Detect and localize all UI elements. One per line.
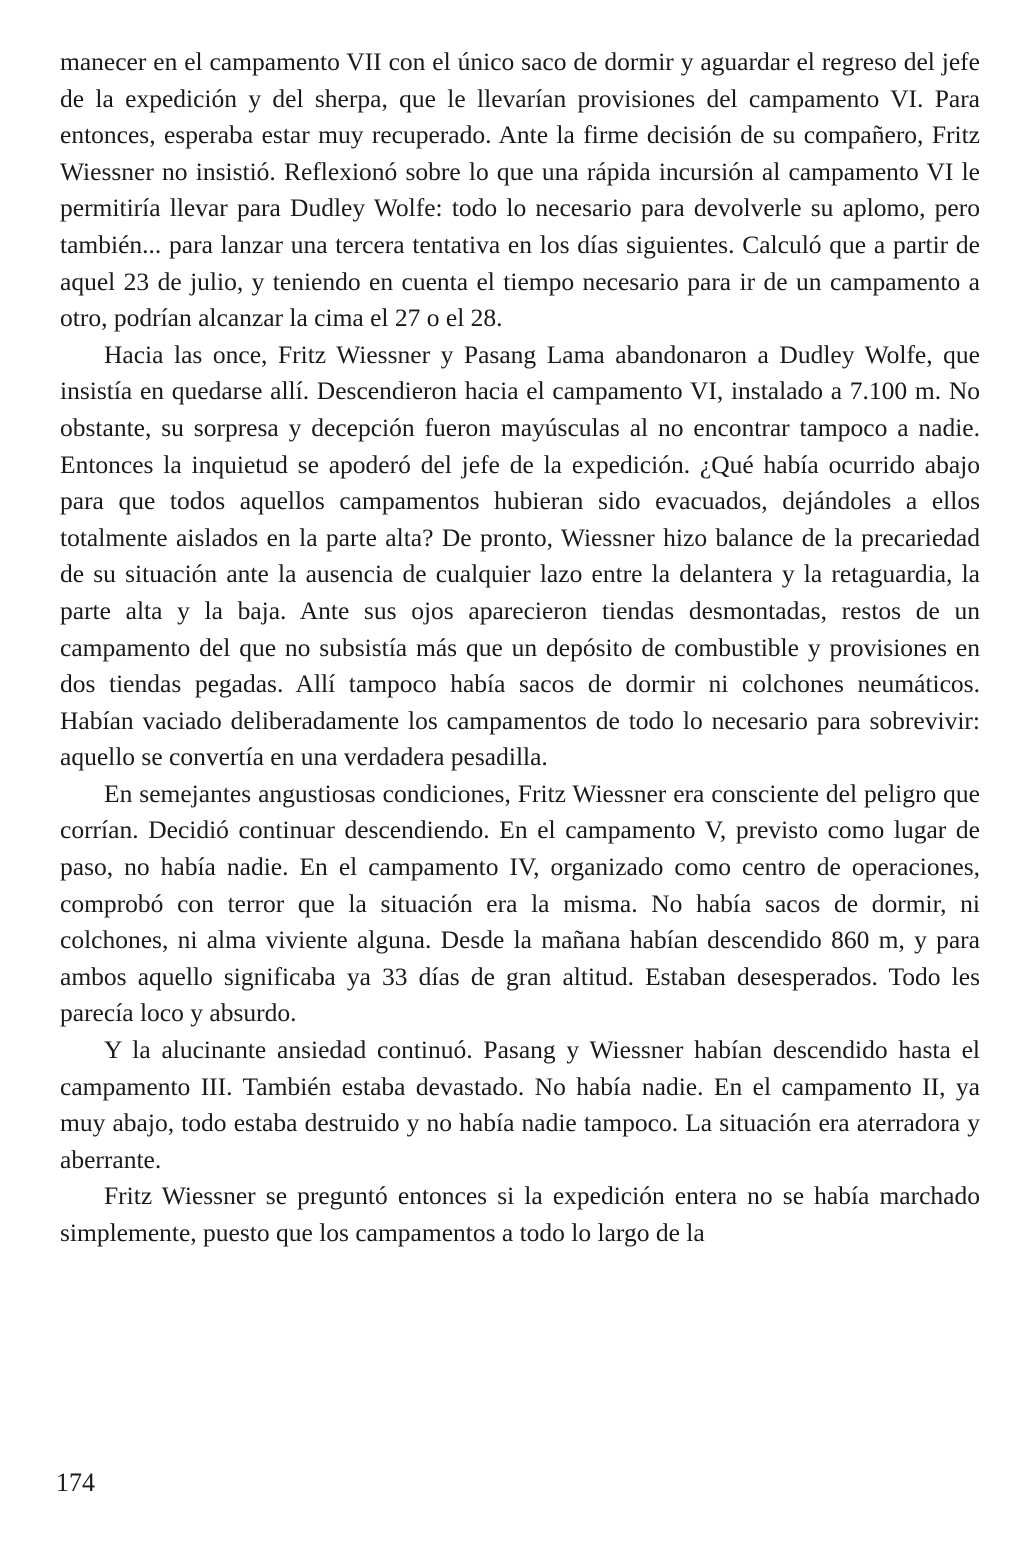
page-number: 174 — [56, 1468, 95, 1497]
paragraph-5: Fritz Wiessner se preguntó entonces si la expedición entera no se había marchado simplemente, puesto que los campamentos a todo lo largo de la — [60, 1181, 980, 1247]
paragraph-1: manecer en el campamento VII con el único saco de dormir y aguardar el regreso del jefe de la expedición y del sherpa, que le llevarían provisiones del campamento VI. Para entonces, esperaba estar muy recuperado. Ante la firme decisión de su compañero, Fritz Wiessner no insistió. Reflexionó sobre lo que una rápida incursión al campamento VI le permitiría llevar para Dudley Wolfe: todo lo necesario para devolverle su aplomo, pero también... para lanzar una tercera tentativa en los días siguientes. Calculó que a partir de aquel 23 de julio, y teniendo en cuenta el tiempo necesario para ir de un campamento a otro, podrían alcanzar la cima el 27 o el 28. — [60, 47, 980, 333]
paragraph-4: Y la alucinante ansiedad continuó. Pasang y Wiessner habían descendido hasta el campamento III. También estaba devastado. No había nadie. En el campamento II, ya muy abajo, todo estaba destruido y no había nadie tampoco. La situación era aterradora y aberrante. — [60, 1035, 980, 1174]
body-text — [60, 44, 980, 1252]
paragraph-2: Hacia las once, Fritz Wiessner y Pasang Lama abandonaron a Dudley Wolfe, que insistía en quedarse allí. Descendieron hacia el campamento VI, instalado a 7.100 m. No obstante, su sorpresa y decepción fueron mayúsculas al no encontrar tampoco a nadie. Entonces la inquietud se apoderó del jefe de la expedición. ¿Qué había ocurrido abajo para que todos aquellos campamentos hubieran sido evacuados, dejándoles a ellos totalmente aislados en la parte alta? De pronto, Wiessner hizo balance de la precariedad de su situación ante la ausencia de cualquier lazo entre la delantera y la retaguardia, la parte alta y la baja. Ante sus ojos aparecieron tiendas desmontadas, restos de un campamento del que no subsistía más que un depósito de combustible y provisiones en dos tiendas pegadas. Allí tampoco había sacos de dormir ni colchones neumáticos. Habían vaciado deliberadamente los campamentos de todo lo necesario para sobrevivir: aquello se convertía en una verdadera pesadilla. — [60, 339, 980, 772]
paragraph-3: En semejantes angustiosas condiciones, Fritz Wiessner era consciente del peligro que corrían. Decidió continuar descendiendo. En el campamento V, previsto como lugar de paso, no había nadie. En el campamento IV, organizado como centro de operaciones, comprobó con terror que la situación era la misma. No había sacos de dormir, ni colchones, ni alma viviente alguna. Desde la mañana habían descendido 860 m, y para ambos aquello significaba ya 33 días de gran altitud. Estaban desesperados. Todo les parecía loco y absurdo. — [60, 778, 980, 1028]
